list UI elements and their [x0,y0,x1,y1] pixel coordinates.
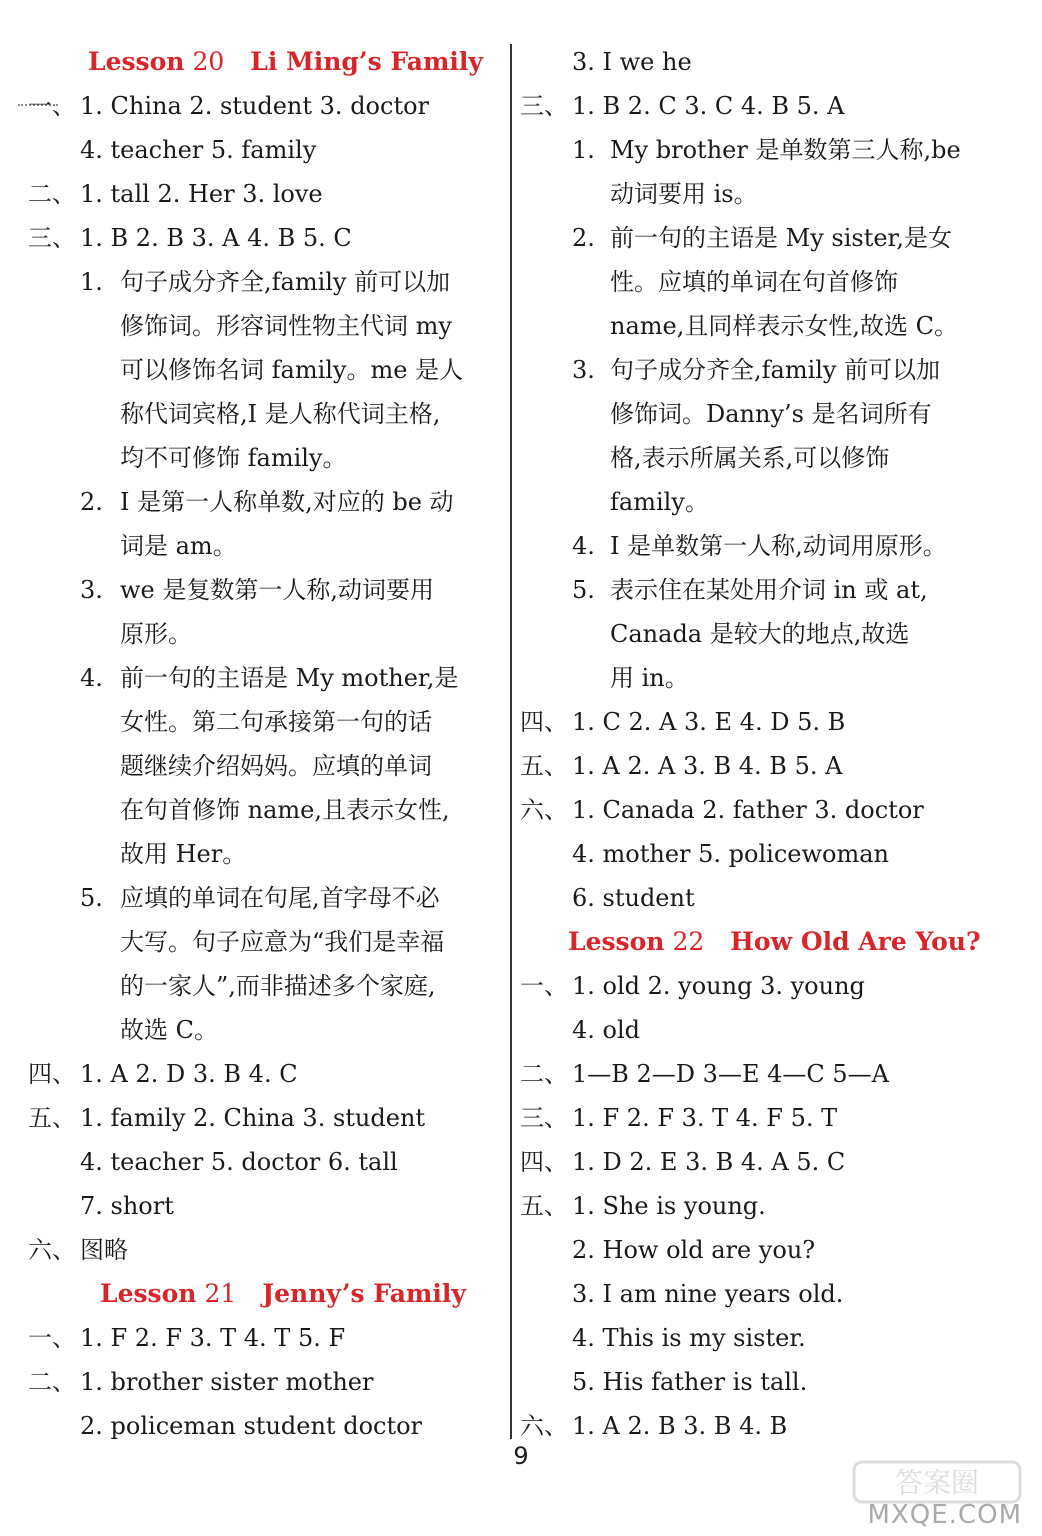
answer-text: 2. How old are you? [572,1236,816,1264]
explanation-line [28,700,498,744]
section-label: 五、 [520,752,568,780]
answer-text: 1. F 2. F 3. T 4. T 5. F [80,1324,346,1352]
section-label: 五、 [28,1104,76,1132]
explanation-text: 前一句的主语是 My sister,是女 [610,224,953,252]
explanation-text: 词是 am。 [120,532,237,560]
explanation-text: 句子成分齐全,family 前可以加 [120,268,451,296]
section-label: 六、 [28,1236,76,1264]
explanation-line [28,788,498,832]
answer-text: 4. teacher 5. doctor 6. tall [80,1148,398,1176]
answer-text: 1. D 2. E 3. B 4. A 5. C [572,1148,846,1176]
explanation-text: 女性。第二句承接第一句的话 [120,708,432,736]
explanation-text: 性。应填的单词在句首修饰 [610,268,898,296]
answer-line [28,1184,498,1228]
explanation-line [28,260,498,304]
explanation-text: 可以修饰名词 family。me 是人 [120,356,464,384]
answer-line [520,964,1000,1008]
right-column [520,40,1000,1448]
section-label: 六、 [520,1412,568,1440]
explanation-text: 修饰词。Danny’s 是名词所有 [610,400,932,428]
answer-line [28,1096,498,1140]
lesson-20-heading [28,40,498,84]
section-label: 五、 [520,1192,568,1220]
page-number: 9 [513,1442,529,1470]
explanation-number: 5. [80,884,103,912]
lesson-title: Li Ming’s Family [250,47,483,76]
lesson-word: Lesson [100,1279,197,1308]
explanation-text: 原形。 [120,620,192,648]
answer-line [520,1008,1000,1052]
explanation-number: 3. [572,356,595,384]
answer-text: 4. teacher 5. family [80,136,317,164]
answer-text: 3. I am nine years old. [572,1280,844,1308]
explanation-line [520,172,1000,216]
section-label: 二、 [28,180,76,208]
section-label: 三、 [28,224,76,252]
answer-line [28,1228,498,1272]
explanation-text: My brother 是单数第三人称,be [610,136,961,164]
explanation-text: 应填的单词在句尾,首字母不必 [120,884,440,912]
section-label: 一、 [520,972,568,1000]
answer-line [520,84,1000,128]
answer-text: 1. F 2. F 3. T 4. F 5. T [572,1104,838,1132]
answer-text: 1. B 2. B 3. A 4. B 5. C [80,224,352,252]
answer-line [520,1228,1000,1272]
lesson-number: 22 [672,927,705,956]
explanation-number: 5. [572,576,595,604]
lesson-word: Lesson [568,927,665,956]
lesson-22-heading [520,920,1000,964]
explanation-text: family。 [610,488,709,516]
answer-line [520,1316,1000,1360]
answer-text: 1. tall 2. Her 3. love [80,180,323,208]
answer-text: 7. short [80,1192,174,1220]
explanation-text: we 是复数第一人称,动词要用 [120,576,435,604]
section-label: 二、 [28,1368,76,1396]
explanation-text: 句子成分齐全,family 前可以加 [610,356,941,384]
answer-line [520,788,1000,832]
explanation-line [28,480,498,524]
explanation-text: 格,表示所属关系,可以修饰 [610,444,890,472]
explanation-line [28,1008,498,1052]
answer-text: 4. This is my sister. [572,1324,806,1352]
explanation-text: 故选 C。 [120,1016,218,1044]
explanation-text: name,且同样表示女性,故选 C。 [610,312,958,340]
explanation-text: 动词要用 is。 [610,180,758,208]
answer-text: 1—B 2—D 3—E 4—C 5—A [572,1060,889,1088]
answer-line [520,876,1000,920]
answer-text: 1. A 2. B 3. B 4. B [572,1412,788,1440]
explanation-text: Canada 是较大的地点,故选 [610,620,910,648]
answer-text: 1. China 2. student 3. doctor [80,92,430,120]
explanation-number: 2. [572,224,595,252]
answer-text: 1. A 2. A 3. B 4. B 5. A [572,752,843,780]
left-column [28,40,498,1448]
explanation-text: 用 in。 [610,664,689,692]
answer-line [520,832,1000,876]
lesson-number: 20 [192,47,225,76]
explanation-text: 称代词宾格,I 是人称代词主格, [120,400,441,428]
section-label: 一、 [28,92,76,120]
explanation-text: 修饰词。形容词性物主代词 my [120,312,452,340]
column-divider [510,44,512,1439]
answer-text: 1. old 2. young 3. young [572,972,865,1000]
answer-text: 2. policeman student doctor [80,1412,423,1440]
explanation-text: 题继续介绍妈妈。应填的单词 [120,752,432,780]
answer-text: 1. B 2. C 3. C 4. B 5. A [572,92,845,120]
answer-text: 图略 [80,1236,128,1264]
answer-text: 5. His father is tall. [572,1368,808,1396]
explanation-text: I 是单数第一人称,动词用原形。 [610,532,947,560]
explanation-text: 在句首修饰 name,且表示女性, [120,796,450,824]
answer-line [520,1272,1000,1316]
answer-line [28,128,498,172]
answer-line [520,1360,1000,1404]
answer-text: 1. brother sister mother [80,1368,374,1396]
answer-line [520,700,1000,744]
answer-text: 4. old [572,1016,641,1044]
explanation-line [28,744,498,788]
section-label: 二、 [520,1060,568,1088]
explanation-line [28,524,498,568]
answer-line [520,744,1000,788]
lesson-word: Lesson [88,47,185,76]
explanation-line [520,260,1000,304]
explanation-line [28,568,498,612]
lesson-title: Jenny’s Family [262,1279,466,1308]
section-label: 一、 [28,1324,76,1352]
explanation-number: 2. [80,488,103,516]
explanation-line [28,436,498,480]
answer-line [28,1316,498,1360]
answer-text: 1. She is young. [572,1192,766,1220]
section-label: 三、 [520,1104,568,1132]
explanation-line [28,348,498,392]
section-label: 四、 [520,1148,568,1176]
explanation-line [28,964,498,1008]
answer-line [28,1140,498,1184]
answer-text: 4. mother 5. policewoman [572,840,889,868]
explanation-line [520,348,1000,392]
explanation-line [520,304,1000,348]
answer-line [520,1140,1000,1184]
lesson-title: How Old Are You? [730,927,981,956]
explanation-text: 表示住在某处用介词 in 或 at, [610,576,928,604]
answer-line [520,1184,1000,1228]
lesson-21-heading [28,1272,498,1316]
answer-line [520,1052,1000,1096]
explanation-line [520,656,1000,700]
explanation-line [520,568,1000,612]
section-label: 四、 [28,1060,76,1088]
explanation-line [28,656,498,700]
watermark-chars: 答案圈 [894,1466,980,1499]
explanation-line [520,524,1000,568]
answer-text: 6. student [572,884,695,912]
answer-text: 1. A 2. D 3. B 4. C [80,1060,298,1088]
answer-line [28,172,498,216]
explanation-line [28,876,498,920]
answer-line [28,1052,498,1096]
explanation-text: I 是第一人称单数,对应的 be 动 [120,488,454,516]
explanation-line [520,436,1000,480]
explanation-line [520,392,1000,436]
answer-line [28,216,498,260]
section-label: 三、 [520,92,568,120]
explanation-line [520,216,1000,260]
explanation-text: 前一句的主语是 My mother,是 [120,664,459,692]
watermark-domain: MXQE.COM [867,1500,1022,1530]
explanation-number: 4. [80,664,103,692]
explanation-number: 4. [572,532,595,560]
explanation-line [28,392,498,436]
explanation-text: 大写。句子应意为“我们是幸福 [120,928,445,956]
answer-line [520,40,1000,84]
explanation-line [28,920,498,964]
explanation-number: 1. [572,136,595,164]
answer-text: 1. family 2. China 3. student [80,1104,426,1132]
answer-text: 3. I we he [572,48,692,76]
explanation-number: 1. [80,268,103,296]
explanation-line [520,612,1000,656]
explanation-text: 的一家人”,而非描述多个家庭, [120,972,436,1000]
section-label: 六、 [520,796,568,824]
explanation-line [28,304,498,348]
explanation-text: 均不可修饰 family。 [120,444,347,472]
explanation-line [28,832,498,876]
answer-text: 1. Canada 2. father 3. doctor [572,796,924,824]
section-label: 四、 [520,708,568,736]
explanation-line [28,612,498,656]
explanation-line [520,480,1000,524]
answer-line [520,1096,1000,1140]
answer-line [28,84,498,128]
explanation-number: 3. [80,576,103,604]
answer-text: 1. C 2. A 3. E 4. D 5. B [572,708,846,736]
explanation-line [520,128,1000,172]
explanation-text: 故用 Her。 [120,840,247,868]
lesson-number: 21 [204,1279,237,1308]
answer-line [28,1360,498,1404]
